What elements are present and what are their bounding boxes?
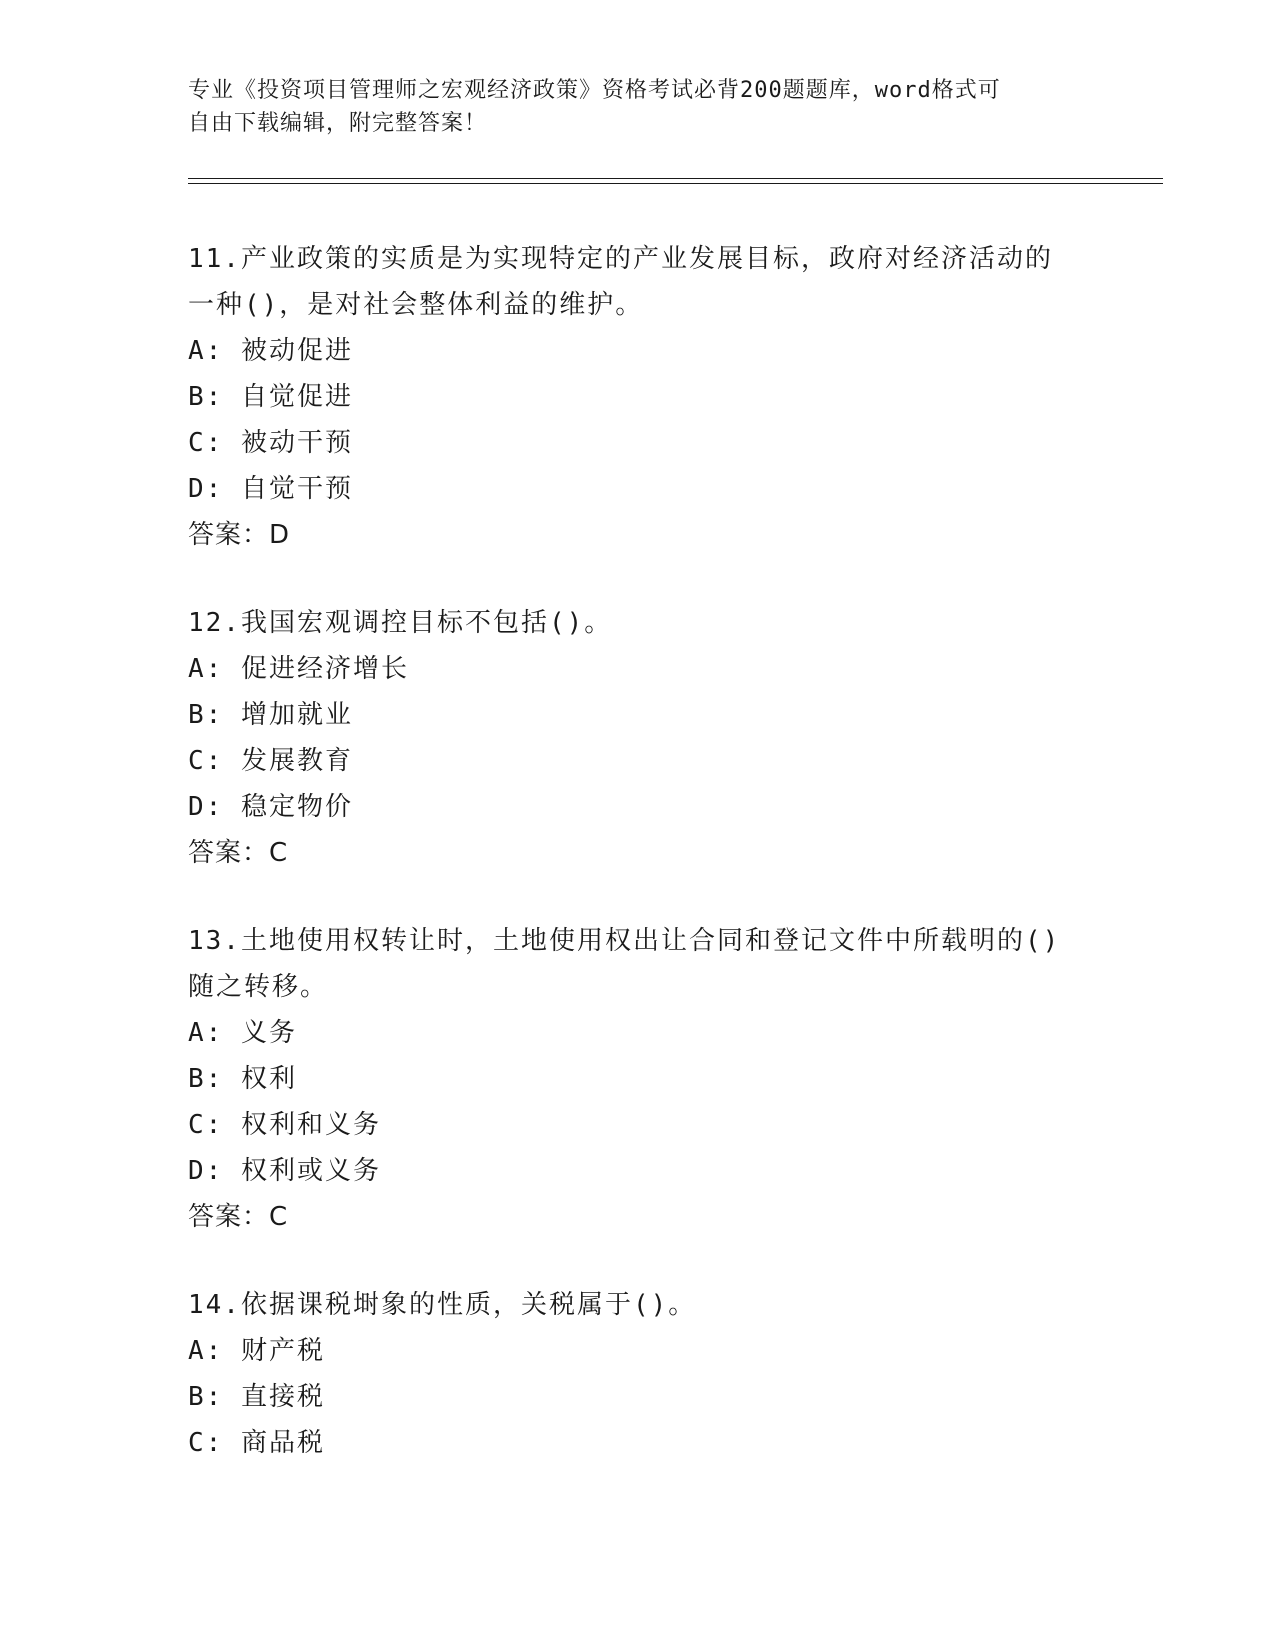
header-divider-bottom <box>188 183 1163 184</box>
question-stem-continued: 随之转移。 <box>188 972 329 1002</box>
question-11 <box>188 236 1088 558</box>
option-c: C: 被动干预 <box>188 428 353 458</box>
option-a: A: 财产税 <box>188 1336 325 1366</box>
question-13 <box>188 918 1088 1240</box>
header-divider-top <box>188 178 1163 179</box>
document-header <box>188 74 1088 140</box>
answer: 答案：D <box>188 520 291 550</box>
option-b: B: 自觉促进 <box>188 382 353 412</box>
question-stem: 14.依据课税埘象的性质，关税属于()。 <box>188 1290 697 1320</box>
option-b: B: 增加就业 <box>188 700 353 730</box>
header-line-1: 专业《投资项目管理师之宏观经济政策》资格考试必背200题题库，word格式可 <box>188 78 1001 103</box>
header-line-2: 自由下载编辑，附完整答案！ <box>188 111 488 136</box>
option-a: A: 促进经济增长 <box>188 654 409 684</box>
question-list <box>188 236 1088 1508</box>
question-stem-continued: 一种()，是对社会整体利益的维护。 <box>188 290 644 320</box>
answer: 答案：C <box>188 1202 289 1232</box>
option-c: C: 发展教育 <box>188 746 353 776</box>
question-12 <box>188 600 1088 876</box>
option-c: C: 商品税 <box>188 1428 325 1458</box>
option-d: D: 自觉干预 <box>188 474 353 504</box>
answer: 答案：C <box>188 838 289 868</box>
question-stem: 12.我国宏观调控目标不包括()。 <box>188 608 613 638</box>
option-b: B: 权利 <box>188 1064 297 1094</box>
question-14 <box>188 1282 1088 1466</box>
option-a: A: 义务 <box>188 1018 297 1048</box>
question-stem: 13.土地使用权转让时，土地使用权出让合同和登记文件中所载明的() <box>188 926 1061 956</box>
question-stem: 11.产业政策的实质是为实现特定的产业发展目标，政府对经济活动的 <box>188 244 1053 274</box>
option-d: D: 稳定物价 <box>188 792 353 822</box>
option-d: D: 权利或义务 <box>188 1156 381 1186</box>
option-a: A: 被动促进 <box>188 336 353 366</box>
option-b: B: 直接税 <box>188 1382 325 1412</box>
option-c: C: 权利和义务 <box>188 1110 381 1140</box>
